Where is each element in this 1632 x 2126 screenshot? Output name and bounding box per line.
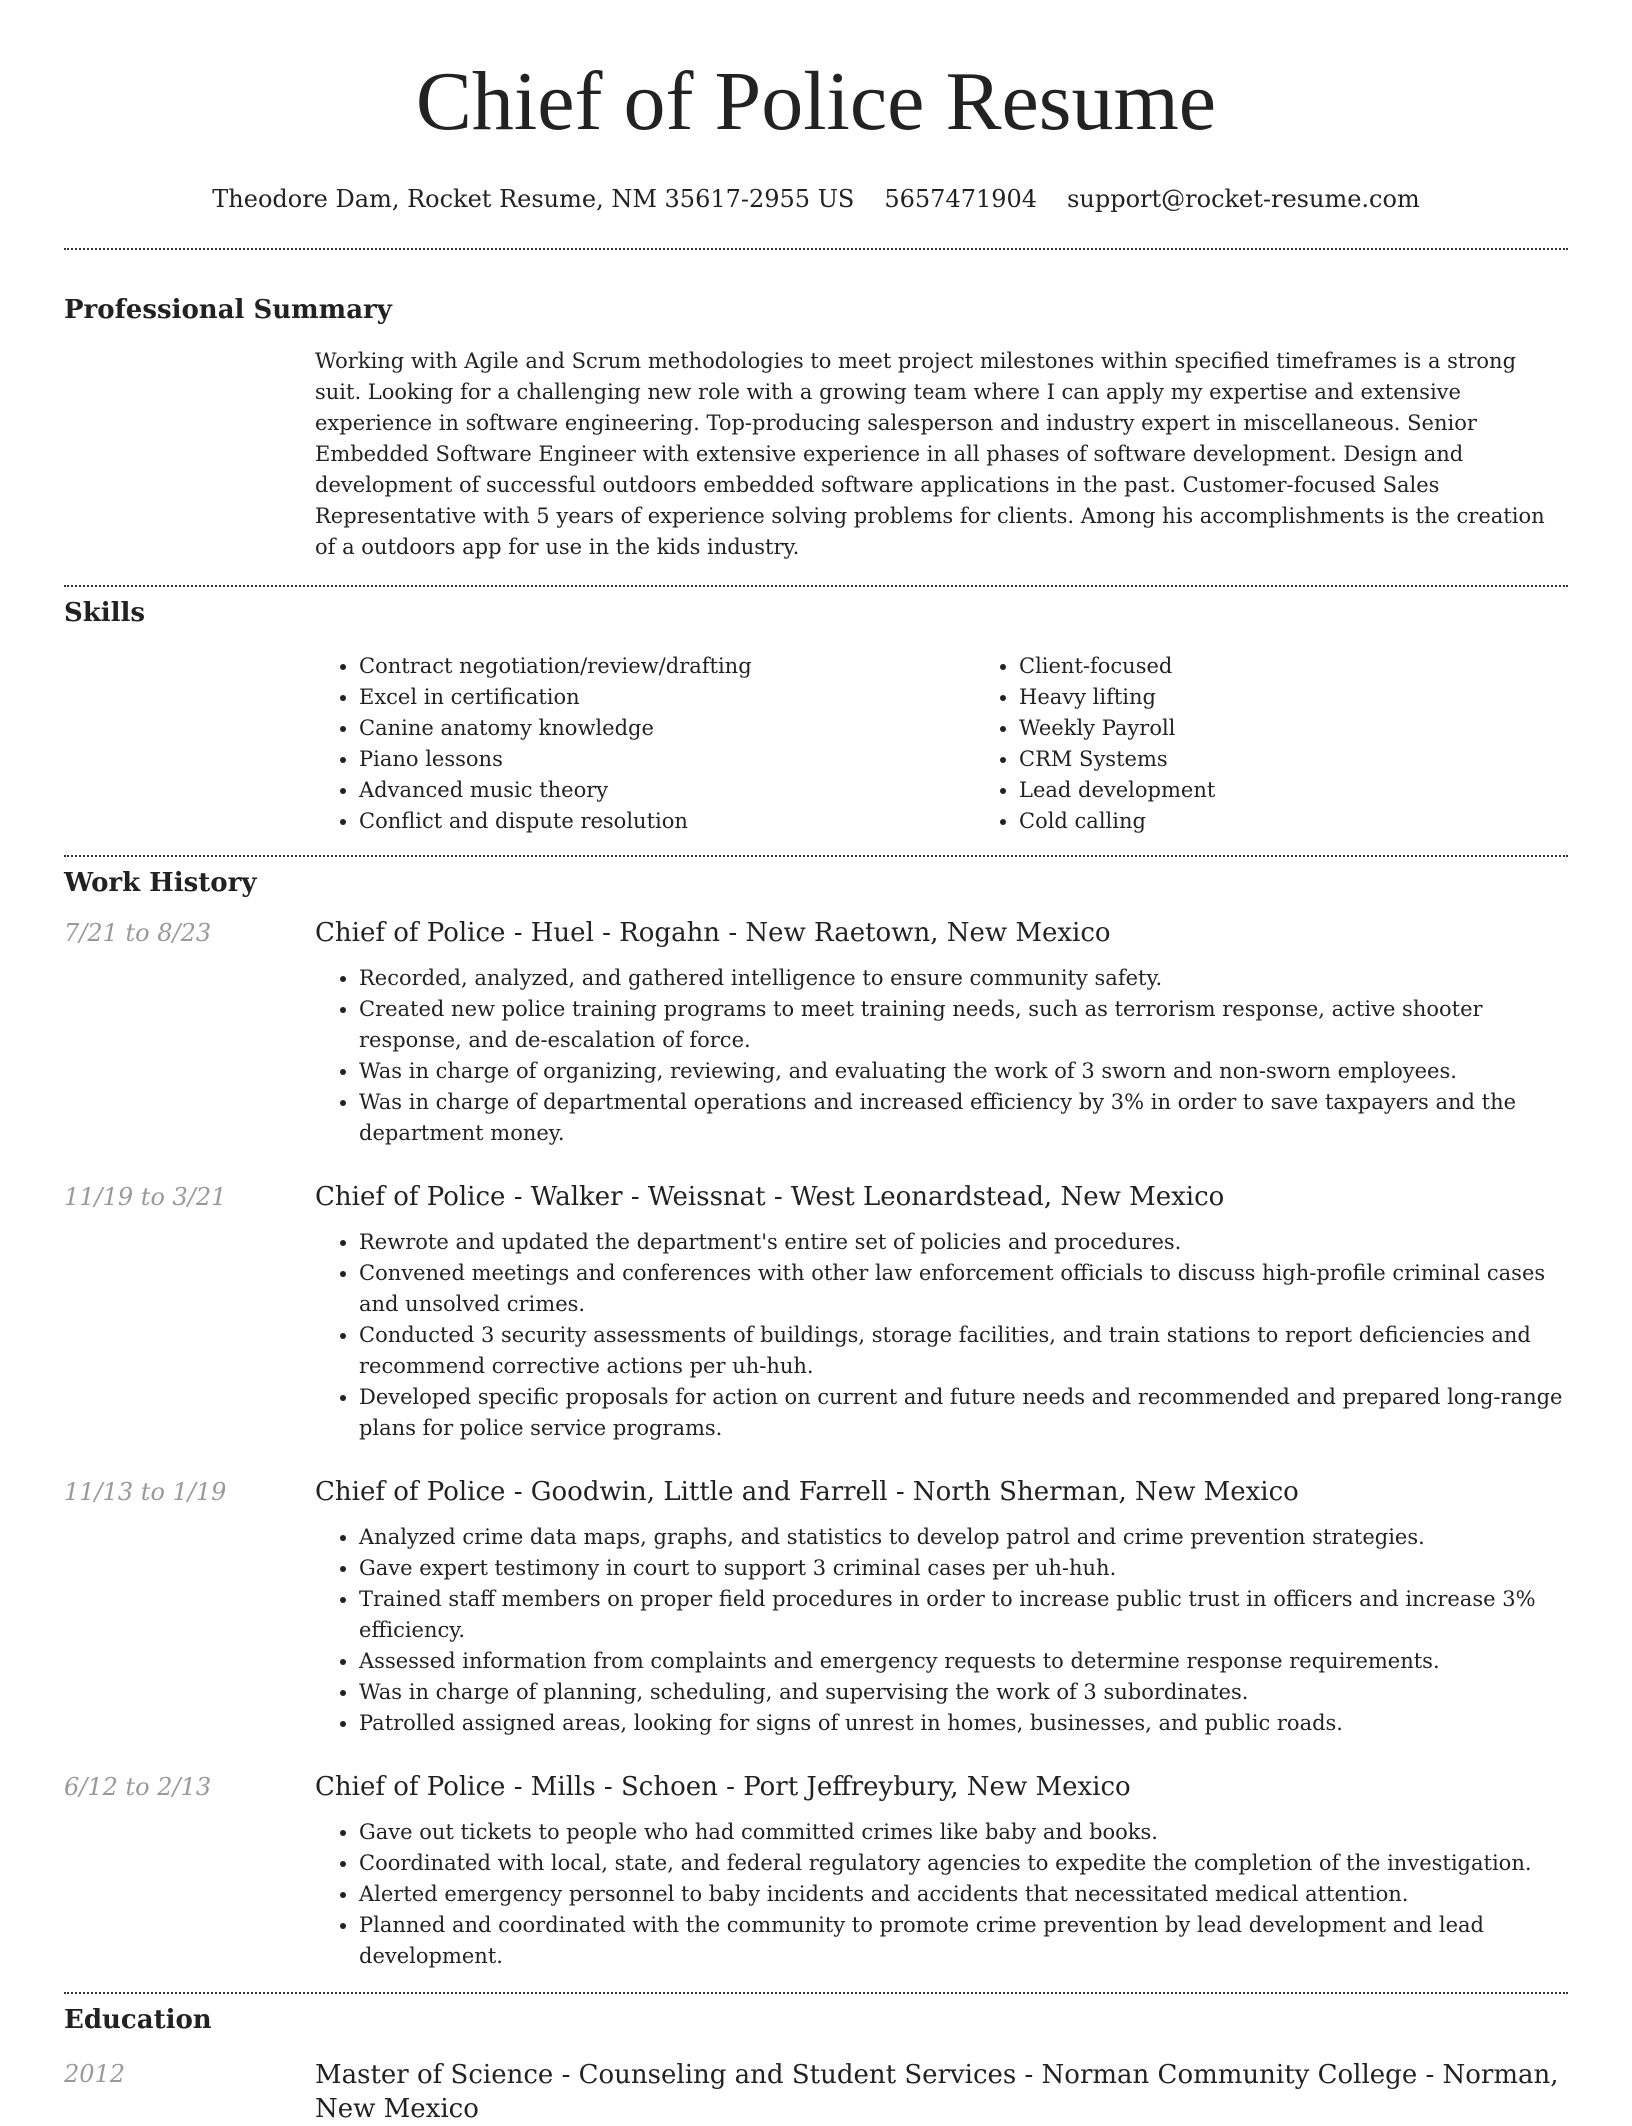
job-bullet: • Gave out tickets to people who had committed crimes like baby and books. — [359, 1817, 1568, 1848]
job-title: Chief of Police - Mills - Schoen - Port Jeffreybury, New Mexico — [315, 1772, 1131, 1802]
skill-item: • Contract negotiation/review/drafting — [359, 651, 975, 682]
divider — [64, 248, 1568, 250]
divider — [64, 855, 1568, 857]
skills-list-right — [975, 651, 1632, 837]
job-bullets — [315, 1227, 1568, 1444]
skill-item: • Excel in certification — [359, 682, 975, 713]
job-date: 7/21 to 8/23 — [64, 919, 212, 947]
skills-list-left — [315, 651, 975, 837]
job-bullet: • Rewrote and updated the department's entire set of policies and procedures. — [359, 1227, 1568, 1258]
job-date: 11/19 to 3/21 — [64, 1183, 227, 1211]
job-bullet: • Created new police training programs to meet training needs, such as terrorism response, active shooter response, and de-escalation of force. — [359, 994, 1568, 1056]
job-entry — [64, 1771, 1568, 1972]
job-bullet: • Alerted emergency personnel to baby incidents and accidents that necessitated medical attention. — [359, 1879, 1568, 1910]
job-bullets — [315, 963, 1568, 1149]
summary-heading: Professional Summary — [64, 295, 392, 325]
job-bullet: • Convened meetings and conferences with other law enforcement officials to discuss high-profile criminal cases and unsolved crimes. — [359, 1258, 1568, 1320]
job-title: Chief of Police - Huel - Rogahn - New Raetown, New Mexico — [315, 918, 1111, 948]
skill-item: • Cold calling — [1019, 806, 1632, 837]
job-bullet: • Planned and coordinated with the community to promote crime prevention by lead development and lead development. — [359, 1910, 1568, 1972]
education-entry — [64, 2058, 1568, 2126]
job-bullets — [315, 1522, 1568, 1739]
skills-heading: Skills — [64, 598, 146, 628]
job-bullet: • Gave expert testimony in court to support 3 criminal cases per uh-huh. — [359, 1553, 1568, 1584]
resume-title: Chief of Police Resume — [415, 55, 1217, 148]
job-bullet: • Analyzed crime data maps, graphs, and statistics to develop patrol and crime prevention strategies. — [359, 1522, 1568, 1553]
summary-text: Working with Agile and Scrum methodologies to meet project milestones within specified timeframes is a strong suit. Looking for a challenging new role with a growing team where I can apply my expertise and extensive experience in software engineering. Top-producing salesperson and industry expert in miscellaneous. Senior Embedded Software Engineer with extensive experience in all phases of software development. Design and development of successful outdoors embedded software applications in the past. Customer-focused Sales Representative with 5 years of experience solving problems for clients. Among his accomplishments is the creation of a outdoors app for use in the kids industry. — [315, 349, 1545, 559]
job-bullet: • Assessed information from complaints and emergency requests to determine response requirements. — [359, 1646, 1568, 1677]
skills-section — [64, 597, 1568, 837]
education-title: Master of Science - Counseling and Student Services - Norman Community College - Norman, New Mexico — [315, 2060, 1559, 2124]
education-section — [64, 2004, 1568, 2126]
job-bullets — [315, 1817, 1568, 1972]
summary-section — [64, 294, 1568, 563]
contact-line — [64, 184, 1568, 214]
skill-item: • Heavy lifting — [1019, 682, 1632, 713]
job-entry — [64, 917, 1568, 1149]
jobs-list — [64, 917, 1568, 1972]
job-bullet: • Was in charge of organizing, reviewing, and evaluating the work of 3 sworn and non-sworn employees. — [359, 1056, 1568, 1087]
skill-item: • Client-focused — [1019, 651, 1632, 682]
skill-item: • Conflict and dispute resolution — [359, 806, 975, 837]
skill-item: • Advanced music theory — [359, 775, 975, 806]
contact-phone: 5657471904 — [884, 185, 1038, 213]
work-heading: Work History — [64, 868, 257, 898]
job-entry — [64, 1181, 1568, 1444]
job-date: 11/13 to 1/19 — [64, 1478, 227, 1506]
skill-item: • Canine anatomy knowledge — [359, 713, 975, 744]
contact-address: Theodore Dam, Rocket Resume, NM 35617-2955 US — [212, 185, 855, 213]
skill-item: • Piano lessons — [359, 744, 975, 775]
job-bullet: • Recorded, analyzed, and gathered intelligence to ensure community safety. — [359, 963, 1568, 994]
education-date: 2012 — [64, 2060, 126, 2088]
skill-item: • Lead development — [1019, 775, 1632, 806]
divider — [64, 1992, 1568, 1994]
work-section — [64, 867, 1568, 1972]
job-bullet: • Conducted 3 security assessments of buildings, storage facilities, and train stations to report deficiencies and recommend corrective actions per uh-huh. — [359, 1320, 1568, 1382]
job-bullet: • Developed specific proposals for action on current and future needs and recommended and prepared long-range plans for police service programs. — [359, 1382, 1568, 1444]
skill-item: • Weekly Payroll — [1019, 713, 1632, 744]
skill-item: • CRM Systems — [1019, 744, 1632, 775]
job-bullet: • Patrolled assigned areas, looking for signs of unrest in homes, businesses, and public roads. — [359, 1708, 1568, 1739]
divider — [64, 585, 1568, 587]
job-title: Chief of Police - Goodwin, Little and Farrell - North Sherman, New Mexico — [315, 1477, 1299, 1507]
job-bullet: • Was in charge of departmental operations and increased efficiency by 3% in order to save taxpayers and the department money. — [359, 1087, 1568, 1149]
education-heading: Education — [64, 2005, 212, 2035]
job-title: Chief of Police - Walker - Weissnat - West Leonardstead, New Mexico — [315, 1182, 1225, 1212]
job-date: 6/12 to 2/13 — [64, 1773, 212, 1801]
contact-email: support@rocket-resume.com — [1067, 185, 1420, 213]
job-entry — [64, 1476, 1568, 1739]
job-bullet: • Coordinated with local, state, and federal regulatory agencies to expedite the completion of the investigation. — [359, 1848, 1568, 1879]
job-bullet: • Trained staff members on proper field procedures in order to increase public trust in officers and increase 3% efficiency. — [359, 1584, 1568, 1646]
job-bullet: • Was in charge of planning, scheduling, and supervising the work of 3 subordinates. — [359, 1677, 1568, 1708]
